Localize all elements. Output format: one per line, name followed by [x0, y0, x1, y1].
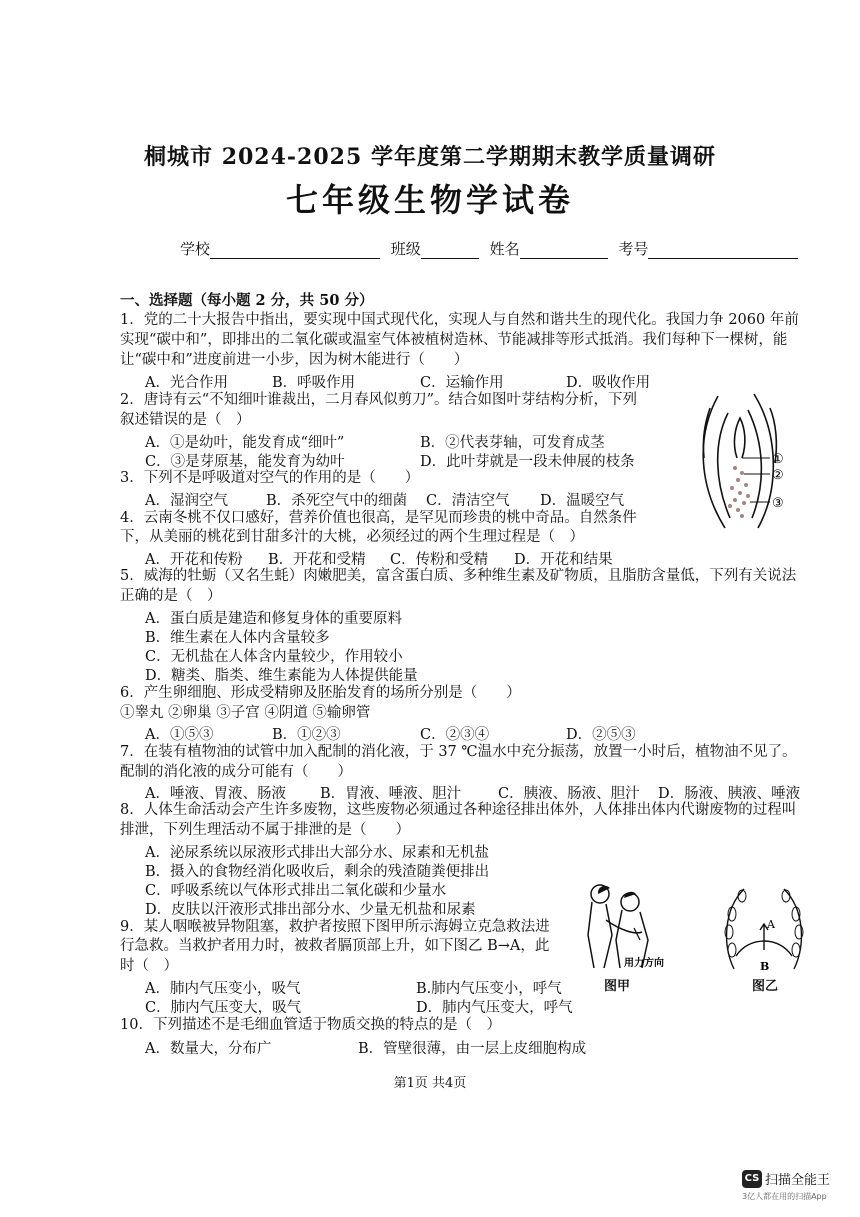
force-direction-label: 用力方向	[624, 958, 664, 969]
q8-option-d: D．皮肤以汗液形式排出部分水、少量无机盐和尿素	[145, 902, 476, 918]
q2-line-2: 叙述错误的是（ ）	[120, 412, 251, 428]
ribcage-right	[784, 889, 801, 969]
q6-option-a: A．①⑤③	[145, 727, 214, 743]
q4-option-a: A．开花和传粉	[145, 552, 243, 568]
q3-option-b: B．杀死空气中的细菌	[266, 493, 408, 509]
q3-line-1: 3．下列不是呼吸道对空气的作用的是（ ）	[120, 470, 420, 486]
q5-option-d: D．糖类、脂类、维生素能为人体提供能量	[145, 668, 418, 684]
school-blank	[210, 244, 380, 259]
name-blank	[520, 244, 608, 259]
q10-option-a: A．数量大，分布广	[145, 1041, 272, 1057]
q4-line-1: 4．云南冬桃不仅口感好，营养价值也很高，是罕见而珍贵的桃中奇品。自然条件	[120, 510, 637, 526]
bud-inner-leaf-left	[718, 413, 730, 518]
q1-option-a: A．光合作用	[145, 375, 228, 391]
ribcage-left	[727, 889, 744, 969]
q1-line-2: 实现“碳中和”，即排出的二氧化碳或温室气体被植树造林、节能减排等形式抵消。我们每种下一棵树，能	[120, 332, 788, 348]
q1-line-3: 让“碳中和”进度前进一小步，因为树木能进行（ ）	[120, 352, 469, 368]
q4-option-b: B．开花和受精	[268, 552, 366, 568]
q10-line-1: 10．下列描述不是毛细血管适于物质交换的特点的是（ ）	[120, 1017, 501, 1033]
q7-option-a: A．唾液、胃液、肠液	[145, 786, 286, 802]
bud-young-leaf	[734, 418, 744, 458]
bud-label-1: ①	[772, 452, 784, 467]
section-heading: 一、选择题（每小题 2 分，共 50 分）	[120, 292, 374, 309]
q5-line-1: 5．威海的牡蛎（又名生蚝）肉嫩肥美，富含蛋白质、多种维生素及矿物质，且脂肪含量低，下列有关说法	[120, 568, 797, 584]
q9-option-d: D．肺内气压变大，呼气	[416, 1000, 573, 1016]
bud-outer-leaf-right	[754, 394, 773, 528]
exam-paper-title: 七年级生物学试卷	[285, 181, 574, 219]
heimlich-figure	[580, 880, 700, 972]
leaf-bud-figure	[680, 388, 800, 533]
scanner-app-name: 扫描全能王	[765, 1173, 831, 1188]
rescuer-body	[588, 902, 594, 968]
q2-option-b: B．②代表芽轴，可发育成茎	[420, 435, 605, 451]
q8-option-a: A．泌尿系统以尿液形式排出大部分水、尿素和无机盐	[145, 845, 489, 861]
q4-option-d: D．开花和结果	[514, 552, 613, 568]
force-arrow	[634, 928, 640, 940]
exam-number-blank	[648, 244, 798, 259]
cs-logo-icon: CS	[742, 1170, 762, 1188]
exam-number-label: 考号	[618, 240, 649, 258]
class-label: 班级	[390, 240, 421, 258]
q5-option-c: C．无机盐在人体含内量较少，作用较小	[145, 649, 403, 665]
q8-line-1: 8．人体生命活动会产生许多废物，这些废物必须通过各种途径排出体外，人体排出体内代谢废物的过程叫	[120, 802, 797, 818]
q1-option-b: B．呼吸作用	[272, 375, 356, 391]
class-blank	[421, 244, 479, 259]
q9-option-b: B.肺内气压变小，呼气	[416, 981, 562, 997]
q1-option-c: C．运输作用	[420, 375, 504, 391]
q6-option-d: D．②⑤③	[566, 727, 636, 743]
rescuer-body-front	[604, 904, 612, 968]
student-info-row	[180, 238, 804, 259]
q6-line-2: ①睾丸 ②卵巢 ③子宫 ④阴道 ⑤输卵管	[120, 705, 371, 721]
q6-line-1: 6．产生卵细胞、形成受精卵及胚胎发育的场所分别是（ ）	[120, 685, 521, 701]
q2-line-1: 2．唐诗有云“不知细叶谁裁出，二月春风似剪刀”。结合如图叶芽结构分析，下列	[120, 392, 638, 408]
q2-option-a: A．①是幼叶，能发育成“细叶”	[145, 435, 345, 451]
scanner-watermark	[742, 1168, 830, 1202]
q2-option-c: C．③是芽原基，能发育为幼叶	[145, 454, 345, 470]
q9-option-c: C．肺内气压变大，吸气	[145, 1000, 302, 1016]
victim-hair	[624, 892, 636, 898]
q7-option-b: B．胃液、唾液、胆汁	[320, 786, 462, 802]
diaphragm-figure	[714, 884, 814, 974]
q7-option-c: C．胰液、肠液、胆汁	[498, 786, 640, 802]
q9-line-3: 时（ ）	[120, 958, 178, 974]
q7-line-1: 7．在装有植物油的试管中加入配制的消化液，于 37 ℃温水中充分振荡，放置一小时后，植物油不见了。	[120, 744, 797, 760]
q1-line-1: 1．党的二十大报告中指出，要实现中国式现代化，实现人与自然和谐共生的现代化。我国力争 2060 年前	[120, 312, 799, 328]
q3-option-a: A．湿润空气	[145, 493, 228, 509]
scanner-app-tagline: 3亿人都在用的扫描App	[742, 1192, 827, 1201]
q7-option-d: D．肠液、胰液、唾液	[658, 786, 801, 802]
q8-option-b: B．摄入的食物经消化吸收后，剩余的残渣随粪便排出	[145, 864, 490, 880]
school-label: 学校	[180, 240, 211, 258]
q9-option-a: A．肺内气压变小，吸气	[145, 981, 301, 997]
figure-a-caption: 图甲	[604, 979, 631, 994]
q9-line-1: 9．某人咽喉被异物阻塞，救护者按照下图甲所示海姆立克急救法进	[120, 919, 550, 935]
q10-option-b: B．管壁很薄，由一层上皮细胞构成	[358, 1041, 587, 1057]
bud-label-3: ③	[772, 496, 784, 511]
exam-region-title: 桐城市 2024-2025 学年度第二学期期末教学质量调研	[144, 144, 716, 170]
bud-outer-leaf-left	[703, 396, 725, 528]
q4-option-c: C．传粉和受精	[390, 552, 489, 568]
q6-option-c: C．②③④	[420, 727, 490, 743]
q1-option-d: D．吸收作用	[566, 375, 651, 391]
q7-line-2: 配制的消化液的成分可能有（ ）	[120, 764, 352, 780]
point-a-label: A	[767, 918, 775, 931]
q5-option-b: B．维生素在人体内含量较多	[145, 630, 330, 646]
q5-line-2: 正确的是（ ）	[120, 588, 222, 604]
q9-line-2: 行急救。当救护者用力时，被救者膈顶部上升，如下图乙 B→A，此	[120, 938, 550, 954]
q4-line-2: 下，从美丽的桃花到甘甜多汁的大桃，必须经过的两个生理过程是（ ）	[120, 529, 584, 545]
figure-b-caption: 图乙	[752, 979, 779, 994]
bud-label-2: ②	[772, 468, 784, 483]
q6-option-b: B．①②③	[272, 727, 341, 743]
point-b-label: B	[760, 960, 770, 973]
name-label: 姓名	[489, 240, 520, 258]
q3-option-c: C．清洁空气	[426, 493, 510, 509]
q3-option-d: D．温暖空气	[540, 493, 625, 509]
q5-option-a: A．蛋白质是建造和修复身体的重要原料	[145, 611, 402, 627]
q8-line-2: 排泄，下列生理活动不属于排泄的是（ ）	[120, 822, 410, 838]
q2-option-d: D．此叶芽就是一段未伸展的枝条	[420, 454, 635, 470]
q8-option-c: C．呼吸系统以气体形式排出二氧化碳和少量水	[145, 883, 447, 899]
page-number: 第1页 共4页	[393, 1076, 467, 1091]
